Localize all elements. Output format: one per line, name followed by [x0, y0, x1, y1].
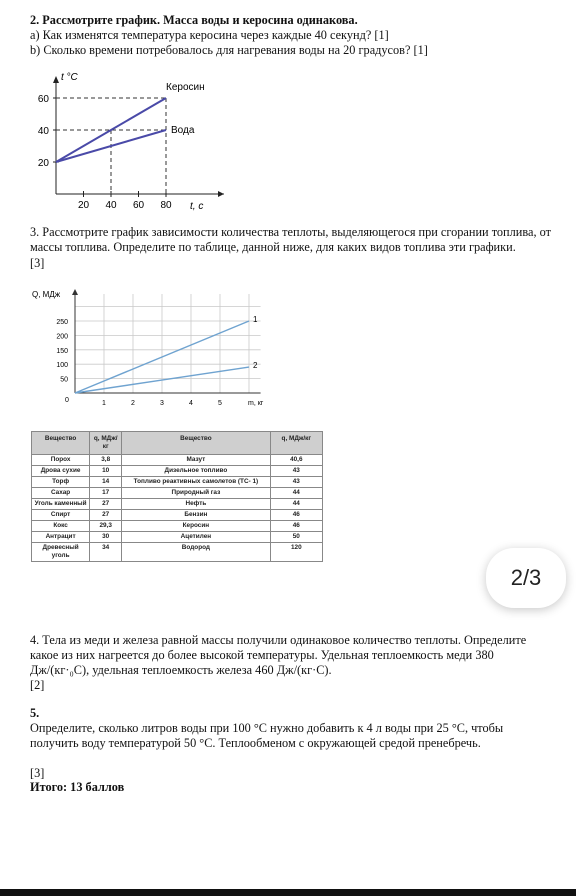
bottom-bar [0, 889, 576, 896]
table-row [32, 466, 323, 477]
table-cell: 44 [270, 499, 322, 510]
table-cell: 27 [90, 510, 122, 521]
page-indicator-label: 2/3 [510, 565, 542, 590]
series-label: 1 [253, 315, 258, 324]
table-cell: Антрацит [32, 532, 90, 543]
column-header: q, МДж/кг [90, 432, 122, 455]
table-cell: Бензин [122, 510, 270, 521]
table-cell: 17 [90, 488, 122, 499]
series-label: Керосин [166, 82, 205, 93]
table-cell: 46 [270, 521, 322, 532]
series-line-water [56, 130, 166, 162]
table-cell: 46 [270, 510, 322, 521]
table-row [32, 477, 323, 488]
x-axis-label: t, c [190, 201, 204, 212]
table-row [32, 532, 323, 543]
x-tick-label: 20 [77, 200, 90, 211]
table-cell: 30 [90, 532, 122, 543]
table-cell: Керосин [122, 521, 270, 532]
table-header-row [32, 432, 323, 455]
table-cell: Порох [32, 455, 90, 466]
y-axis-label: t °C [61, 72, 78, 83]
table-cell: Нефть [122, 499, 270, 510]
x-tick-label: 60 [132, 200, 145, 211]
y-axis-arrow [53, 76, 59, 83]
task5-text: Определите, сколько литров воды при 100 °С нужно добавить к 4 л воды при 25 °С, чтобы получить воду температурой 50 °С. Теплообменом с окружающей средой пренебречь. [30, 721, 504, 750]
task2-question-a: a) Как изменятся температура керосина через каждые 40 секунд? [1] [30, 28, 389, 42]
table-row [32, 521, 323, 532]
table-cell: 43 [270, 466, 322, 477]
y-tick-label: 60 [37, 94, 49, 105]
task5-points: [3] [30, 766, 45, 780]
column-header: Вещество [32, 432, 90, 455]
table-row [32, 455, 323, 466]
task3-points: [3] [30, 256, 45, 270]
table-cell: 40,6 [270, 455, 322, 466]
task2-title: 2. Рассмотрите график. Масса воды и керосина одинакова. [30, 13, 358, 27]
table-cell: 43 [270, 477, 322, 488]
table-cell: Древесный уголь [32, 543, 90, 562]
page-indicator[interactable] [486, 548, 566, 608]
task3-text: 3. Рассмотрите график зависимости количества теплоты, выделяющегося при сгорании топлива, от массы топлива. Определите по таблице, данной ниже, для каких видов топлива эти графики. [30, 225, 551, 254]
y-tick-label: 150 [56, 347, 68, 355]
y-axis-label: Q, МДж [32, 290, 61, 299]
y-tick-label: 200 [56, 333, 68, 341]
task4-text: 4. Тела из меди и железа равной массы получили одинаковое количество теплоты. Определите какое из них нагреется до более высокой температуры. Удельная теплоемкость меди 380 Дж/(кг·₀С), удельная теплоемкость железа 460 Дж/(кг·С). [30, 633, 527, 677]
table-cell: Дрова сухие [32, 466, 90, 477]
x-axis-label: m, кг [248, 400, 264, 407]
task4-points: [2] [30, 678, 45, 692]
task5-number: 5. [30, 706, 40, 720]
table-cell: Ацетилен [122, 532, 270, 543]
table-cell: 10 [90, 466, 122, 477]
table-row [32, 543, 323, 562]
column-header: q, МДж/кг [270, 432, 322, 455]
table-cell: 44 [270, 488, 322, 499]
x-tick-label: 4 [189, 400, 193, 407]
table-cell: 3,8 [90, 455, 122, 466]
y-tick-label: 50 [60, 376, 68, 384]
table-row [32, 510, 323, 521]
x-axis-arrow [218, 191, 224, 197]
table-cell: Кокс [32, 521, 90, 532]
series-label: 2 [253, 361, 258, 371]
heating-chart [28, 64, 238, 216]
table-cell: Уголь каменный [32, 499, 90, 510]
table-cell: Сахар [32, 488, 90, 499]
x-tick-label: 3 [160, 400, 164, 407]
table-cell: 120 [270, 543, 322, 562]
table-cell: 34 [90, 543, 122, 562]
total-score: Итого: 13 баллов [30, 780, 125, 794]
table-cell: Топливо реактивных самолетов (ТС- 1) [122, 477, 270, 488]
x-tick-label: 2 [131, 400, 135, 407]
table-cell: 14 [90, 477, 122, 488]
y-axis-arrow [72, 289, 78, 295]
y-tick-label: 100 [56, 362, 68, 370]
x-tick-label: 80 [160, 200, 172, 211]
origin-label: 0 [65, 397, 69, 404]
fuel-table [31, 431, 323, 562]
x-tick-label: 40 [105, 200, 117, 211]
y-tick-label: 40 [37, 126, 49, 137]
table-row [32, 488, 323, 499]
y-tick-label: 20 [37, 158, 49, 169]
x-tick-label: 5 [218, 400, 222, 407]
series-label: Вода [171, 125, 195, 136]
y-tick-label: 250 [56, 319, 68, 326]
task2-question-b: b) Сколько времени потребовалось для нагревания воды на 20 градусов? [1] [30, 43, 428, 57]
fuel-heat-chart [30, 286, 280, 416]
table-cell: 27 [90, 499, 122, 510]
table-cell: Спирт [32, 510, 90, 521]
table-cell: Водород [122, 543, 270, 562]
table-cell: 50 [270, 532, 322, 543]
table-cell: Природный газ [122, 488, 270, 499]
table-cell: 29,3 [90, 521, 122, 532]
column-header: Вещество [122, 432, 270, 455]
table-cell: Дизельное топливо [122, 466, 270, 477]
table-row [32, 499, 323, 510]
x-tick-label: 1 [102, 400, 106, 407]
table-cell: Мазут [122, 455, 270, 466]
table-cell: Торф [32, 477, 90, 488]
